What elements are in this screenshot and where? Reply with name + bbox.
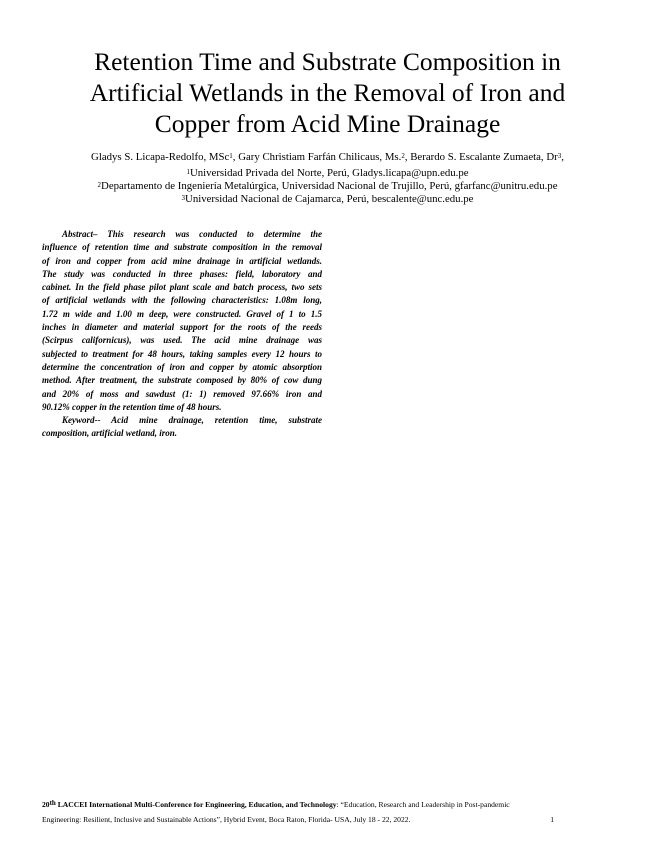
affiliation-1 xyxy=(0,167,655,180)
abstract-line: Keyword-- Acid mine drainage, retention time, substrate xyxy=(62,415,322,426)
abstract-line: and 20% of moss and sawdust (1: 1) removed 97.66% iron and xyxy=(42,388,322,399)
footer-line-2: Engineering: Resilient, Inclusive and Sustainable Actions”, Hybrid Event, Boca Raton, Florida- USA, July 18 - 22, 2022. xyxy=(42,815,411,824)
abstract-line: method. After treatment, the substrate composed by 80% of cow dung xyxy=(42,375,322,386)
affiliation-mark: 3 xyxy=(181,194,186,202)
affiliation-mark: 2 xyxy=(401,152,405,160)
affiliation-2 xyxy=(0,180,655,193)
author-name: , Gary Christiam Farfán Chilicaus, Ms. xyxy=(232,151,402,163)
conference-name: LACCEI International Multi-Conference for Engineering, Education, and Technology xyxy=(55,800,337,809)
author-list xyxy=(0,151,655,164)
abstract-line: inches in diameter and material support for the roots of the reeds xyxy=(42,322,322,333)
conference-theme: : “Education, Research and Leadership in Post-pandemic xyxy=(336,800,510,809)
affiliation-mark: 3 xyxy=(557,152,562,160)
abstract-line: of iron and copper from acid mine drainage in artificial wetlands. xyxy=(42,255,322,266)
abstract-line: Abstract– This research was conducted to determine the xyxy=(62,229,322,239)
abstract xyxy=(42,228,322,441)
abstract-line: cabinet. In the field phase pilot plant scale and batch process, two sets xyxy=(42,282,322,293)
conference-number: 20 xyxy=(42,800,50,809)
title-line: Retention Time and Substrate Composition in xyxy=(94,47,561,76)
title-line: Artificial Wetlands in the Removal of Iron and xyxy=(89,78,566,107)
punct: , xyxy=(561,151,564,163)
abstract-line: The study was conducted in three phases: field, laboratory and xyxy=(42,268,322,279)
abstract-line: subjected to treatment for 48 hours, taking samples every 12 hours to xyxy=(42,348,322,359)
abstract-line: composition, artificial wetland, iron. xyxy=(42,428,178,439)
author-name: Gladys S. Licapa-Redolfo, MSc xyxy=(91,151,230,163)
paper-title xyxy=(0,46,655,139)
affiliation-3 xyxy=(0,193,655,206)
abstract-line: 1.72 m wide and 1.00 m deep, were constructed. Gravel of 1 to 1.5 xyxy=(42,308,322,319)
abstract-line: influence of retention time and substrate composition in the removal xyxy=(42,242,322,253)
title-line: Copper from Acid Mine Drainage xyxy=(154,109,501,138)
abstract-line: of artificial wetlands with the following characteristics: 1.08m long, xyxy=(42,295,322,306)
footer-line-1 xyxy=(42,797,562,812)
affiliation-text: Universidad Privada del Norte, Perú, Gladys.licapa@upn.edu.pe xyxy=(189,167,469,179)
affiliation-mark: 1 xyxy=(229,152,233,160)
affiliation-mark: 1 xyxy=(186,168,190,176)
abstract-line: 90.12% copper in the retention time of 48 hours. xyxy=(42,401,222,412)
affiliation-mark: 2 xyxy=(97,181,102,189)
page-number: 1 xyxy=(550,815,554,824)
page-footer xyxy=(42,797,562,827)
ordinal-suffix: th xyxy=(49,799,56,807)
abstract-line: determine the concentration of iron and copper by atomic absorption xyxy=(42,361,322,372)
authors-block xyxy=(0,151,655,206)
abstract-line: (Scirpus californicus), was used. The acid mine drainage was xyxy=(42,335,322,346)
author-name: , Berardo S. Escalante Zumaeta, Dr xyxy=(404,151,558,163)
affiliation-text: Universidad Nacional de Cajamarca, Perú, bescalente@unc.edu.pe xyxy=(185,193,474,205)
affiliation-text: Departamento de Ingeniería Metalúrgica, Universidad Nacional de Trujillo, Perú, gfarfanc@unitru.edu.pe xyxy=(101,180,558,192)
